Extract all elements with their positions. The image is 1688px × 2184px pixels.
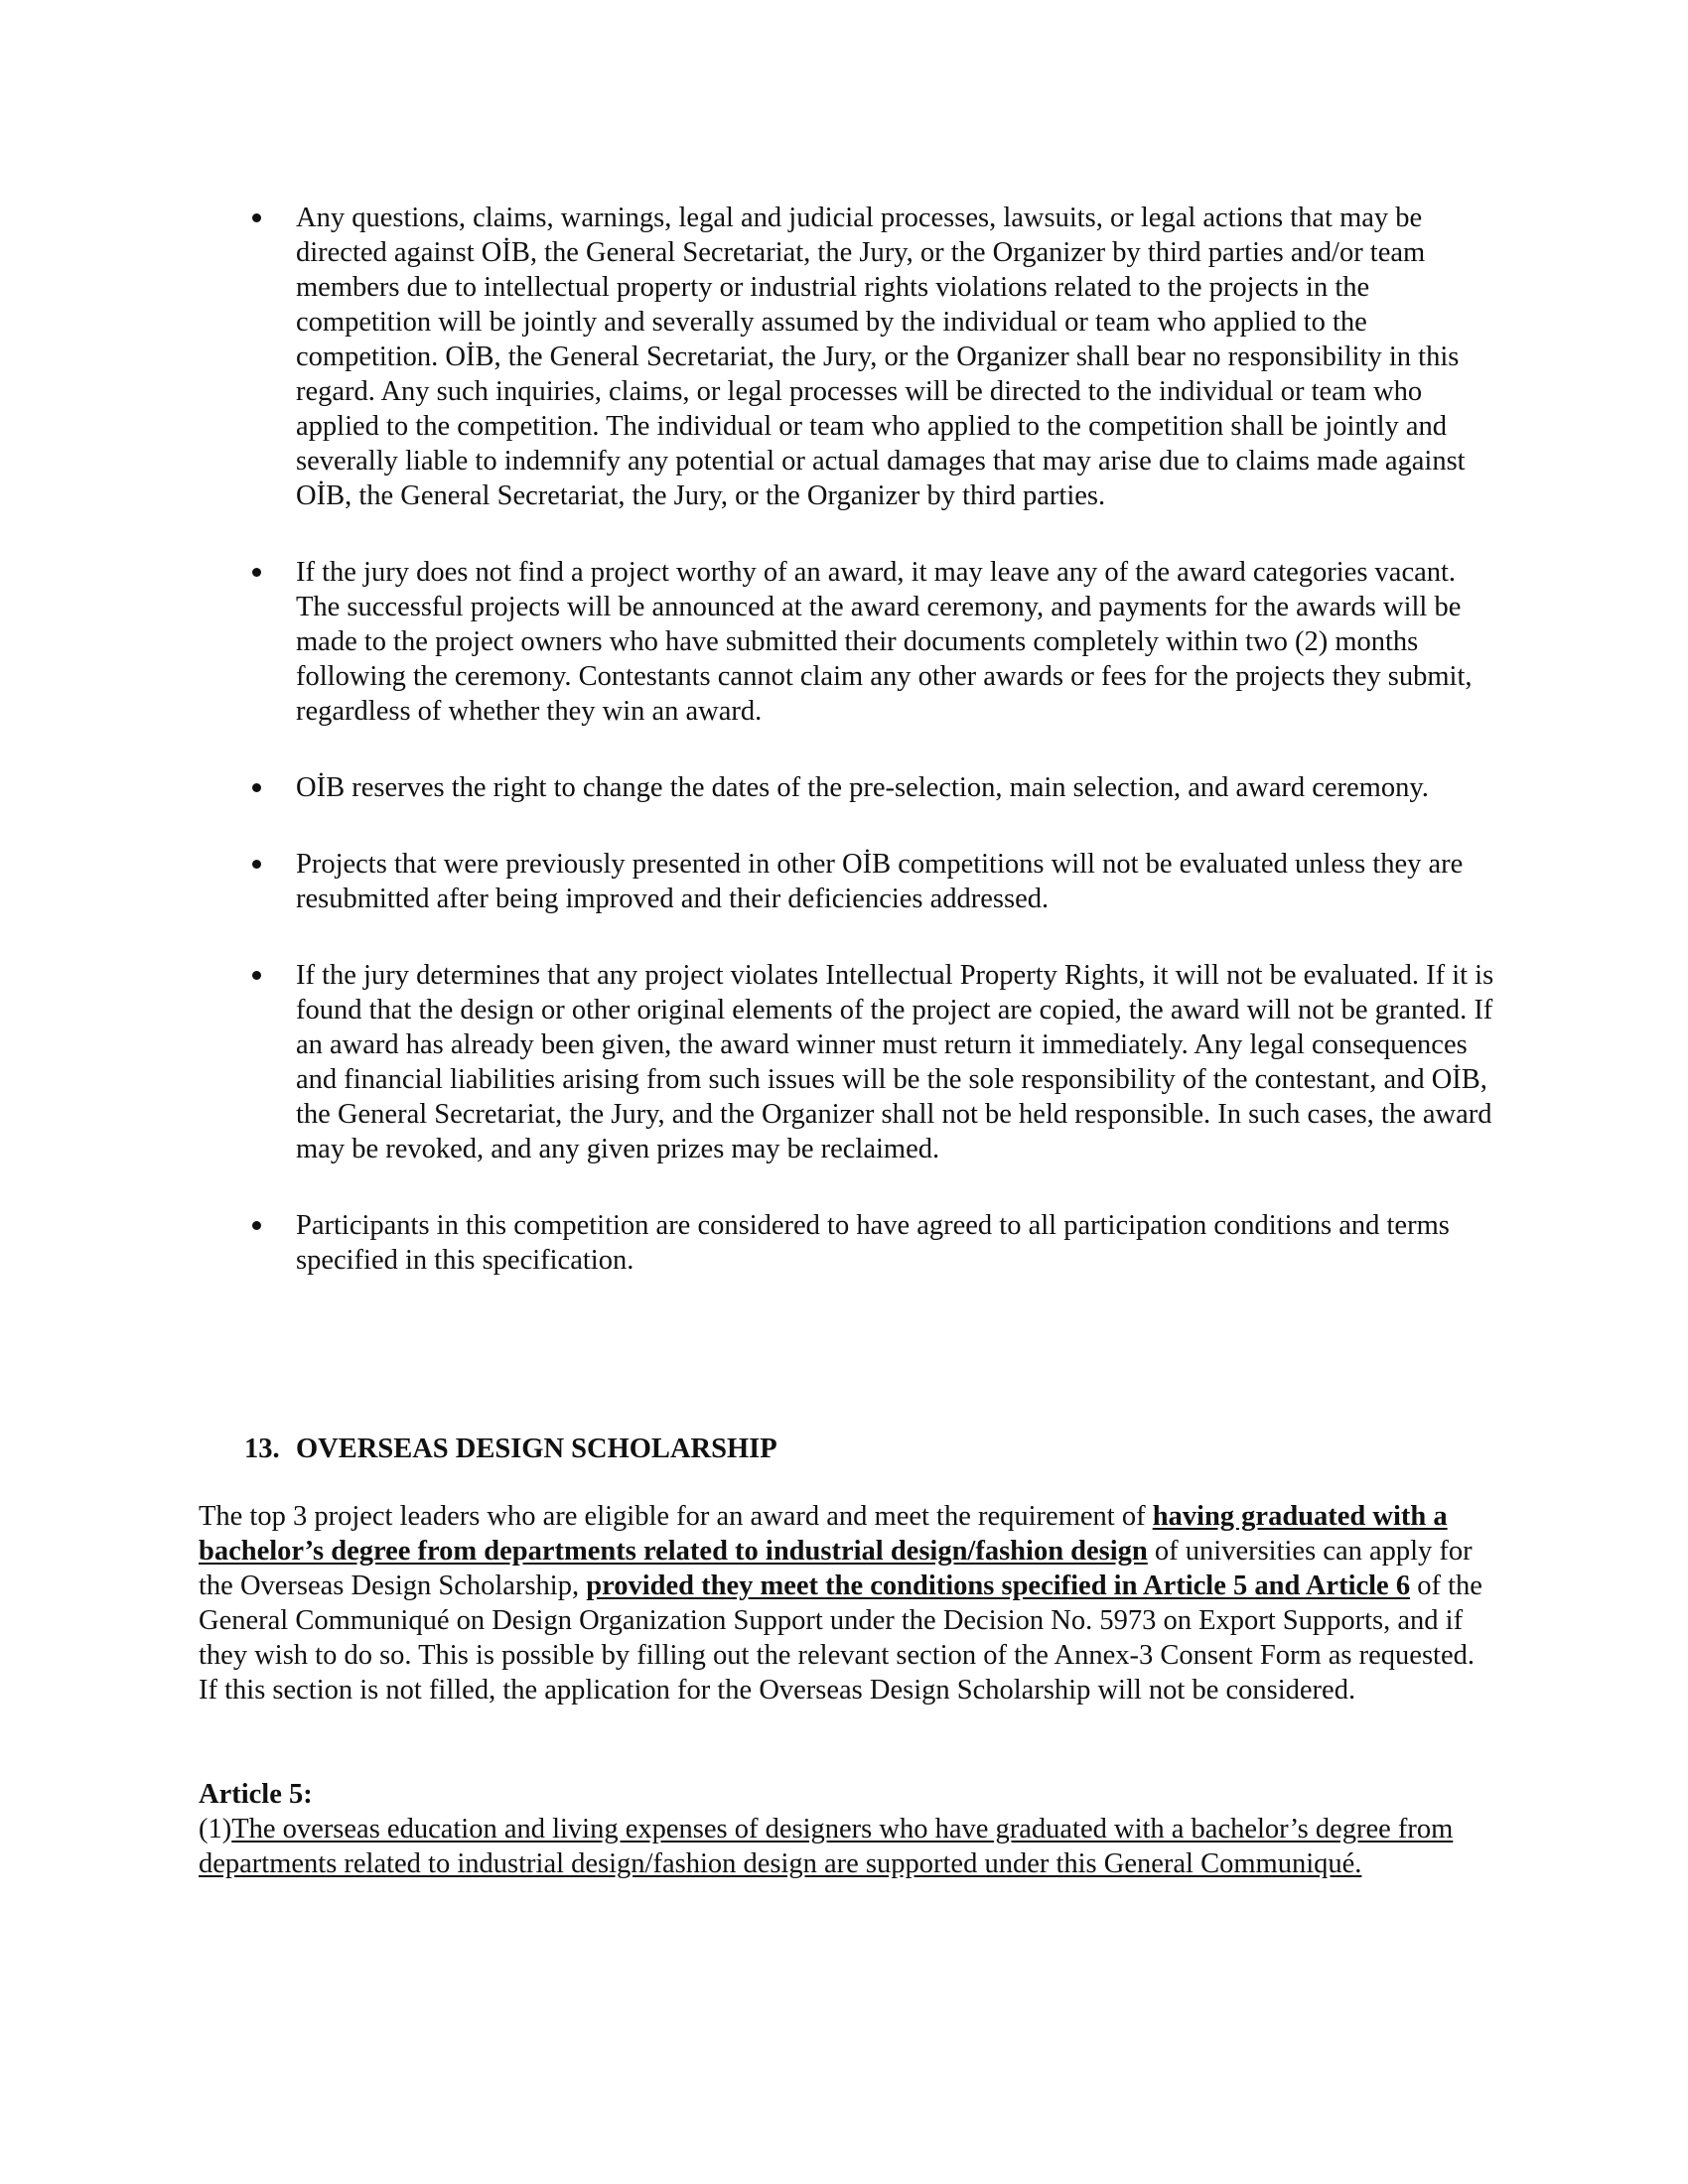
bullet-text: Any questions, claims, warnings, legal and judicial processes, lawsuits, or legal actions that may be directed against OİB, the General Secretariat, the Jury, or the Organizer by third parties and/or team members due to intellectual property or industrial rights violations related to the projects in the competition will be jointly and severally assumed by the individual or team who applied to the competition. OİB, the General Secretariat, the Jury, or the Organizer shall bear no responsibility in this regard. Any such inquiries, claims, or legal processes will be directed to the individual or team who applied to the competition. The individual or team who applied to the competition shall be jointly and severally liable to indemnify any potential or actual damages that may arise due to claims made against OİB, the General Secretariat, the Jury, or the Organizer by third parties. (296, 203, 1466, 511)
section-number: 13. (244, 1433, 280, 1464)
graduation-requirement-emphasis: having graduated with a bachelor’s degree from departments related to industrial design/fashion design (199, 1501, 1448, 1567)
list-item (199, 958, 1494, 1166)
section-title: OVERSEAS DESIGN SCHOLARSHIP (296, 1433, 777, 1464)
scholarship-paragraph (199, 1499, 1494, 1707)
bullet-icon (252, 568, 261, 577)
bullet-text: OİB reserves the right to change the dates of the pre-selection, main selection, and award ceremony. (296, 772, 1429, 803)
paragraph-text: The top 3 project leaders who are eligible for an award and meet the requirement of (199, 1501, 1153, 1532)
bullet-icon (252, 783, 261, 792)
list-item (199, 1208, 1494, 1278)
article-clause-number: (1) (199, 1814, 232, 1844)
list-item (199, 555, 1494, 729)
bullet-icon (252, 860, 261, 869)
section-heading (244, 1432, 777, 1466)
bullet-text: Participants in this competition are considered to have agreed to all participation conditions and terms specified in this specification. (296, 1210, 1450, 1276)
bullet-text: If the jury does not find a project worthy of an award, it may leave any of the award categories vacant. The successful projects will be announced at the award ceremony, and payments for the awards will be made to the project owners who have submitted their documents completely within two (2) months following the ceremony. Contestants cannot claim any other awards or fees for the projects they submit, regardless of whether they win an award. (296, 557, 1473, 727)
bullet-icon (252, 1221, 261, 1230)
list-item (199, 847, 1494, 916)
bullet-icon (252, 971, 261, 980)
bullet-icon (252, 213, 261, 222)
conditions-bullet-list (199, 201, 1494, 1319)
bullet-text: Projects that were previously presented in other OİB competitions will not be evaluated unless they are resubmitted after being improved and their deficiencies addressed. (296, 849, 1464, 914)
article-conditions-emphasis: provided they meet the conditions specified in Article 5 and Article 6 (586, 1570, 1411, 1601)
paragraph-text: of the General Communiqué on Design Organization Support under the Decision No. 5973 on Export Supports, and if they wish to do so. This is possible by filling out the relevant section of the Annex-3 Consent Form as requested. If this section is not filled, the application for the Overseas Design Scholarship will not be considered. (199, 1570, 1482, 1706)
list-item (199, 770, 1494, 805)
article-body (199, 1812, 1494, 1881)
bullet-text: If the jury determines that any project violates Intellectual Property Rights, it will not be evaluated. If it is found that the design or other original elements of the project are copied, the award will not be granted. If an award has already been given, the award winner must return it immediately. Any legal consequences and financial liabilities arising from such issues will be the sole responsibility of the contestant, and OİB, the General Secretariat, the Jury, and the Organizer shall not be held responsible. In such cases, the award may be revoked, and any given prizes may be reclaimed. (296, 960, 1494, 1164)
paragraph-text: of universities can apply for the Overseas Design Scholarship, (199, 1536, 1473, 1601)
list-item (199, 201, 1494, 513)
article-heading: Article 5: (199, 1779, 313, 1810)
article-clause-text: The overseas education and living expenses of designers who have graduated with a bachelor’s degree from departments related to industrial design/fashion design are supported under this General Communiqué. (199, 1814, 1454, 1879)
